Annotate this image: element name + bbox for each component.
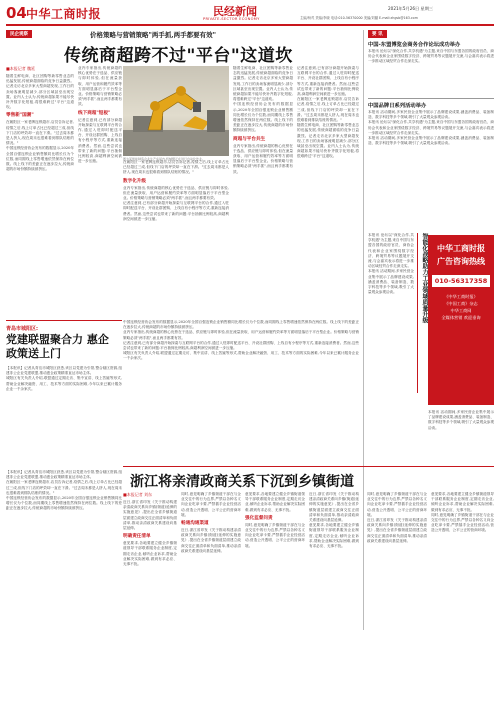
paper-name: 中华工商时报 — [26, 7, 102, 21]
vertical-headline: 智能化战略助力工业领域质量升级 — [417, 233, 429, 393]
paragraph: 随着生鲜电商、社区团购等新零售业态的迅猛发展,传统商超面临的竞争日益激烈。记者走访北京多家大型商超发现,工作日的卖场客流明显减少,部分区域甚至出现空置。业内人士认为,传统商超如果不能尽快补齐数字化短板,将很难跨过"平台"这道坎。 — [6, 74, 74, 110]
brief-body — [368, 110, 494, 230]
main-story-col-2 — [78, 66, 122, 316]
paragraph: 城阳区有关负责人介绍,联盟通过定期走访、集中宣讲、线上答疑等形式,帮助企业解决融资、用工、技术等方面的实际困难,今年以来已累计服务企业一千余家次。 — [123, 351, 359, 361]
paragraph: 中国连锁经营协会发布的数据显示,2020年全国百强连锁企业销售额同比增长仅为个位数,而同期线上零售增速依然保持在两位数。线上线下的差距正在逐步拉大,传统商超的市场份额持续被挤压。 — [233, 102, 293, 133]
paragraph: 本报讯 活动期间,多家民营企业集中展示了品牌建设成果,涵盖消费品、装备制造、数字科技等多个领域,吸引了大量观众参观洽谈。 — [368, 110, 494, 120]
ad-line: 全媒体营销 欢迎垂询 — [441, 315, 481, 320]
ad-box — [428, 235, 494, 405]
subhead: 明确责任清单 — [123, 534, 151, 540]
section-tag: 民企观察 — [6, 30, 32, 38]
paragraph: 本报讯 论坛以"深化合作,共享机遇"为主题,来自中国与东盟各国的政府官员、商协会代表和企业家围绕数字经济、跨境贸易等议题展开交流,与会嘉宾表示将进一步推动区域经贸合作走深走实。 — [368, 233, 414, 269]
paragraph: 本报讯 论坛以"深化合作,共享机遇"为主题,来自中国与东盟各国的政府官员、商协会代表和企业家围绕数字经济、跨境贸易等议题展开交流,与会嘉宾表示将进一步推动区域经贸合作走深走实。 — [368, 120, 494, 135]
brief-title: 中国-东盟博览会商务合作论坛成功举办 — [368, 42, 461, 48]
paragraph: 同时,意见明确了乡镇街道干部在与企业交往中的行为边界,严禁以各种名义向企业吃拿卡要,严禁插手企业经营活动,营造公开透明、公平公正的营商环境。 — [181, 492, 241, 517]
paragraph: 本报讯 活动期间,多家民营企业集中展示了品牌建设成果,涵盖消费品、装备制造、数字科技等多个领域,吸引了大量观众参观洽谈。 — [368, 136, 494, 146]
bottom-story-col-1 — [123, 492, 177, 630]
right-lower-body — [368, 233, 414, 463]
briefs-label: 要 讯 — [368, 30, 387, 38]
bottom-story-col-3 — [245, 492, 305, 630]
brief-body — [368, 49, 494, 95]
main-story-col-1 — [6, 66, 74, 316]
main-headline: 传统商超跨不过"平台"这道坎 — [64, 46, 293, 66]
main-story-col-5 — [297, 66, 359, 316]
bottom-story-col-6 — [431, 492, 494, 630]
photo-caption: 图为某智能制造企业生产车间内,机械臂正在进行自动化作业。 — [123, 157, 205, 161]
paragraph: 中国连锁经营协会发布的数据显示,2020年全国百强连锁企业销售额同比增长仅为个位数,而同期线上零售增速依然保持在两位数。线上线下的差距正在逐步拉大,传统商超的市场份额持续被挤压。 — [6, 496, 122, 511]
paragraph: 中国连锁经营协会发布的数据显示,2020年全国百强连锁企业销售额同比增长仅为个位数,而同期线上零售增速依然保持在两位数。线上线下的差距正在逐步拉大,传统商超的市场份额持续被挤压。 — [6, 146, 74, 172]
paragraph: 随着生鲜电商、社区团购等新零售业态的迅猛发展,传统商超面临的竞争日益激烈。记者走访北京多家大型商超发现,工作日的卖场客流明显减少,部分区域甚至出现空置。业内人士认为,传统商超如果不能尽快补齐数字化短板,将很难跨过"平台"这道坎。 — [233, 66, 293, 102]
paragraph: 近日,浙江省印发《关于推动构建亲清政商关系向乡镇(街道)延伸的实施意见》,提出在全省乡镇街道层面建立政商交往正面清单和负面清单,推动亲清政商关系建设向基层延伸。 — [181, 528, 241, 553]
ad-line: 《中华工商时报》 — [444, 294, 478, 299]
subhead: 强化监督问责 — [245, 515, 273, 521]
paragraph: 【本报讯】记者从青岛市城阳区获悉,该区以党建为引领,整合辖区资源,组建非公企业党建联盟,推动惠企政策精准直达市场主体。 — [6, 366, 122, 376]
paragraph: 中国连锁经营协会发布的数据显示,2020年全国百强连锁企业销售额同比增长仅为个位数,而同期线上零售增速依然保持在两位数。线上线下的差距正在逐步拉大,传统商超的市场份额持续被挤压。 — [123, 320, 359, 330]
brief-divider — [368, 98, 494, 99]
factory-photo — [123, 66, 229, 156]
bottom-story-rule — [123, 466, 494, 467]
bottom-story-col-4 — [309, 492, 359, 630]
paragraph: 城阳区有关负责人介绍,联盟通过定期走访、集中宣讲、线上答疑等形式,帮助企业解决融资、用工、技术等方面的实际困难,今年以来已累计服务企业一千余家次。 — [6, 376, 122, 391]
paragraph: 意见要求,各地要建立健全乡镇街道领导干部联系服务企业制度,定期走访企业,倾听企业诉求,帮助企业解决实际困难,做到有求必应、无事不扰。 — [123, 541, 177, 567]
paragraph: 记者注意到,已有部分商超开始探索与互联网平台的合作,通过入驻即时配送平台、开设社群团购、上线自有小程序等方式,重新连接消费者。然而,这些尝试也带来了新的问题:平台抽佣比例较高,商超利润空间被进一步压缩。 — [297, 66, 359, 97]
paragraph: 同时,意见明确了乡镇街道干部在与企业交往中的行为边界,严禁以各种名义向企业吃拿卡要,严禁插手企业经营活动,营造公开透明、公平公正的营商环境。 — [245, 522, 305, 548]
paragraph: 意见要求,各地要建立健全乡镇街道领导干部联系服务企业制度,定期走访企业,倾听企业诉求,帮助企业解决实际困难,做到有求必应、无事不扰。 — [245, 492, 305, 512]
paragraph: 本报讯 活动期间,多家民营企业集中展示了品牌建设成果,涵盖消费品、装备制造、数字科技等多个领域,吸引了大量观众参观洽谈。 — [428, 410, 494, 430]
date-line: 2021年5月26日 星期三 — [388, 6, 434, 11]
byline: ■本报记者 魏延 — [6, 66, 36, 71]
page-number: 04 — [6, 4, 27, 22]
subhead: 零售新"国潮" — [6, 113, 34, 119]
right-under-ad — [428, 410, 494, 462]
bottom-story-col-5 — [367, 492, 427, 630]
paragraph: 在朝阳区一家老牌连锁超市,店员告诉记者,疫情之后,线上订单占比已经超过三成,但线下门店的坪效却一直在下滑。"过去周末都是人挤人,现在周末也很难看到排队结账的情况。" — [6, 480, 122, 495]
left-story-rule — [6, 320, 122, 321]
ad-phone[interactable]: 010-56317358 — [432, 275, 490, 287]
ad-title: 中华工商时报 — [437, 243, 485, 253]
paragraph: 随着生鲜电商、社区团购等新零售业态的迅猛发展,传统商超面临的竞争日益激烈。记者走访北京多家大型商超发现,工作日的卖场客流明显减少,部分区域甚至出现空置。业内人士认为,传统商超如果不能尽快补齐数字化短板,将很难跨过"平台"这道坎。 — [297, 123, 359, 159]
left-story-headline: 党建联盟聚合力 惠企政策送上门 — [6, 333, 109, 360]
ad-subtitle: 广告咨询热线 — [437, 256, 485, 266]
paragraph: 在朝阳区一家老牌连锁超市,店员告诉记者,疫情之后,线上订单占比已经超过三成,但线下门店的坪效却一直在下滑。"过去周末都是人挤人,现在周末也很难看到排队结账的情况。" — [123, 160, 229, 175]
bottom-story-headline: 浙江将亲清政商关系下沉到乡镇街道 — [130, 474, 354, 490]
editor-line: 主编/杨茂 责编/李晓 电话:010-56370000 美编/刘璐 E-mail:zhgsb@163.com — [300, 16, 418, 20]
ad-line: 中华工商网 — [450, 308, 472, 313]
subhead: 商超与平台共生 — [233, 136, 266, 142]
paragraph: 本报讯 论坛以"深化合作,共享机遇"为主题,来自中国与东盟各国的政府官员、商协会代表和企业家围绕数字经济、跨境贸易等议题展开交流,与会嘉宾表示将进一步推动区域经贸合作走深走实。 — [368, 49, 494, 64]
paragraph: 同时,意见明确了乡镇街道干部在与企业交往中的行为边界,严禁以各种名义向企业吃拿卡要,严禁插手企业经营活动,营造公开透明、公平公正的营商环境。 — [367, 492, 427, 517]
left-story-body-2 — [123, 320, 359, 466]
left-lower-col — [6, 470, 122, 630]
main-story-col-3 — [123, 160, 229, 316]
left-story-label: 青岛市城阳区: — [6, 326, 39, 332]
paragraph: 记者注意到,已有部分商超开始探索与互联网平台的合作,通过入驻即时配送平台、开设社群团购、上线自有小程序等方式,重新连接消费者。然而,这些尝试也带来了新的问题:平台抽佣比例较高,商超利润空间被进一步压缩。 — [123, 201, 229, 221]
paragraph: 在朝阳区一家老牌连锁超市,店员告诉记者,疫情之后,线上订单占比已经超过三成,但线下门店的坪效却一直在下滑。"过去周末都是人挤人,现在周末也很难看到排队结账的情况。" — [297, 97, 359, 123]
paragraph: 记者注意到,已有部分商超开始探索与互联网平台的合作,通过入驻即时配送平台、开设社群团购、上线自有小程序等方式,重新连接消费者。然而,这些尝试也带来了新的问题:平台抽佣比例较高,商超利润空间被进一步压缩。 — [123, 340, 359, 351]
paragraph: 业内专家指出,传统商超的核心优势在于选品、供应链与即时体验,但在流量获取、用户运营和履约效率等方面明显落后于平台型企业。价格策略与营销策略必须"两手抓",而且两手都要有效。 — [233, 143, 293, 174]
paragraph: 业内专家指出,传统商超的核心优势在于选品、供应链与即时体验,但在流量获取、用户运营和履约效率等方面明显落后于平台型企业。价格策略与营销策略必须"两手抓",而且两手都要有效。 — [123, 330, 359, 340]
bottom-story-col-2 — [181, 492, 241, 630]
header-rule — [6, 24, 494, 26]
paragraph: 意见要求,各地要建立健全乡镇街道领导干部联系服务企业制度,定期走访企业,倾听企业诉求,帮助企业解决实际困难,做到有求必应、无事不扰。 — [309, 523, 359, 549]
section-subtitle: PRIVATE-SECTOR ECONOMY — [203, 17, 260, 21]
paragraph: 近日,浙江省印发《关于推动构建亲清政商关系向乡镇(街道)延伸的实施意见》,提出在全省乡镇街道层面建立政商交往正面清单和负面清单,推动亲清政商关系建设向基层延伸。 — [123, 500, 177, 531]
paragraph: 业内专家指出,传统商超的核心优势在于选品、供应链与即时体验,但在流量获取、用户运营和履约效率等方面明显落后于平台型企业。价格策略与营销策略必须"两手抓",而且两手都要有效。 — [123, 185, 229, 201]
subhead: 数字化升级 — [123, 178, 146, 184]
paragraph: 意见要求,各地要建立健全乡镇街道领导干部联系服务企业制度,定期走访企业,倾听企业诉求,帮助企业解决实际困难,做到有求必应、无事不扰。 — [431, 492, 494, 512]
paragraph: 同时,意见明确了乡镇街道干部在与企业交往中的行为边界,严禁以各种名义向企业吃拿卡要,严禁插手企业经营活动,营造公开透明、公平公正的营商环境。 — [431, 512, 494, 533]
ad-line: 《中国工商》杂志 — [444, 301, 478, 306]
paragraph: 近日,浙江省印发《关于推动构建亲清政商关系向乡镇(街道)延伸的实施意见》,提出在全省乡镇街道层面建立政商交往正面清单和负面清单,推动亲清政商关系建设向基层延伸。 — [309, 492, 359, 523]
paragraph: 记者注意到,已有部分商超开始探索与互联网平台的合作,通过入驻即时配送平台、开设社群团购、上线自有小程序等方式,重新连接消费者。然而,这些尝试也带来了新的问题:平台抽佣比例较高,商超利润空间被进一步压缩。 — [78, 117, 122, 164]
paragraph: 近日,浙江省印发《关于推动构建亲清政商关系向乡镇(街道)延伸的实施意见》,提出在全省乡镇街道层面建立政商交往正面清单和负面清单,推动亲清政商关系建设向基层延伸。 — [367, 518, 427, 543]
paragraph: 本报讯 活动期间,多家民营企业集中展示了品牌建设成果,涵盖消费品、装备制造、数字科技等多个领域,吸引了大量观众参观洽谈。 — [368, 269, 414, 295]
subhead: 畅通沟通渠道 — [181, 521, 209, 527]
paragraph: 在朝阳区一家老牌连锁超市,店员告诉记者,疫情之后,线上订单占比已经超过三成,但线下门店的坪效却一直在下滑。"过去周末都是人挤人,现在周末也很难看到排队结账的情况。" — [6, 120, 74, 146]
paragraph: 业内专家指出,传统商超的核心优势在于选品、供应链与即时体验,但在流量获取、用户运营和履约效率等方面明显落后于平台型企业。价格策略与营销策略必须"两手抓",而且两手都要有效。 — [78, 66, 122, 107]
byline: ■本报记者 刘东 — [123, 492, 153, 497]
robot-arm-icon — [123, 66, 229, 156]
section-title: 民经新闻 — [213, 5, 257, 18]
left-story-body — [6, 366, 122, 466]
main-story-col-4 — [233, 66, 293, 316]
subhead: 线下商超"短板" — [78, 110, 111, 116]
kicker: 价格策略与营销策略"两手抓,两手都要有效" — [90, 31, 217, 39]
brief-title: 中国品牌日系列活动举办 — [368, 103, 427, 109]
column-divider — [363, 30, 364, 630]
paragraph: 【本报讯】记者从青岛市城阳区获悉,该区以党建为引领,整合辖区资源,组建非公企业党建联盟,推动惠企政策精准直达市场主体。 — [6, 470, 122, 480]
